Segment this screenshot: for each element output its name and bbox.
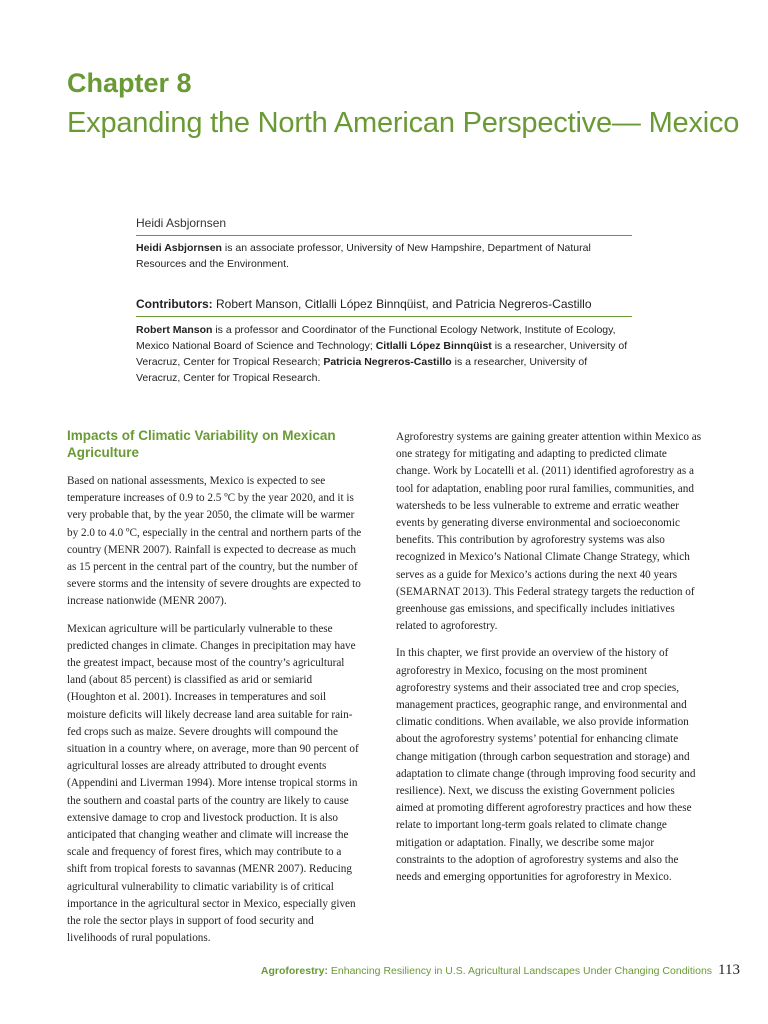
- contributors-label: Contributors:: [136, 297, 213, 311]
- footer-lead: Agroforestry:: [260, 965, 328, 977]
- contributor-3-text: is a researcher, University of Veracruz, Center for Tropical Research.: [136, 356, 588, 384]
- chapter-number: Chapter 8: [67, 68, 192, 98]
- contributor-1-name: Robert Manson: [136, 324, 213, 336]
- author-block: [136, 216, 632, 272]
- body-paragraph: Mexican agriculture will be particularly vulnerable to these predicted changes in climate. Changes in precipitation may have the greatest impact, because most of the country’s agricultural land (about 85 percent) is classified as arid or semiarid (Houghton et al. 2001). Increases in temperatures and soil moisture deficits will likely decrease land area suitable for rain-fed crops such as maize. Severe droughts will compound the situation in a country where, on average, more than 90 percent of agricultural losses are already attributed to drought events (Appendini and Liverman 1994). More intense tropical storms in the southern and coastal parts of the country are likely to cause extensive damage to crop and livestock production. It is also anticipated that changing weather and climate will increase the scale and frequency of forest fires, which may contribute to a shift from tropical forests to savannas (MENR 2007). Reducing agricultural vulnerability to climatic variability is of critical importance in the agricultural sector in Mexico, especially given the role the sector plays in support of food security and livelihoods of rural populations.: [67, 622, 359, 945]
- author-bio-text: is an associate professor, University of New Hampshire, Department of Natural Resources and the Environment.: [136, 242, 591, 270]
- page-number: 113: [718, 962, 740, 978]
- body-paragraph: Based on national assessments, Mexico is expected to see temperature increases of 0.9 to 2.5 ºC by the year 2020, and it is very probable that, by the year 2050, the climate will be warmer by 2.0 to 4.0 ºC, especially in the central and northern parts of the country (MENR 2007). Rainfall is expected to decrease as much as 15 percent in the central part of the country, but the number of severe storms and the intensity of severe droughts are expected to increase nationwide (MENR 2007).: [67, 475, 362, 608]
- contributor-1-text: is a professor and Coordinator of the Functional Ecology Network, Institute of Ecology, Mexico National Board of Science and Technology;: [136, 324, 616, 352]
- contributor-3-name: Patricia Negreros-Castillo: [323, 356, 452, 368]
- section-heading: Impacts of Climatic Variability on Mexican Agriculture: [67, 428, 336, 460]
- page-footer: [200, 962, 740, 979]
- right-column: [396, 429, 702, 896]
- footer-title: Enhancing Resiliency in U.S. Agricultural Landscapes Under Changing Conditions: [327, 965, 713, 977]
- contributors-heading: [136, 297, 632, 317]
- contributors-block: [136, 297, 632, 386]
- contributor-2-text: is a researcher, University of Veracruz, Center for Tropical Research;: [136, 340, 628, 368]
- author-bio-name: Heidi Asbjornsen: [136, 242, 222, 254]
- author-bio: [136, 240, 632, 272]
- chapter-title: Expanding the North American Perspective— Mexico: [67, 107, 740, 139]
- author-name: Heidi Asbjornsen: [136, 216, 632, 236]
- left-column: [67, 427, 363, 957]
- body-paragraph: Agroforestry systems are gaining greater attention within Mexico as one strategy for mitigating and adapting to predicted climate change. Work by Locatelli et al. (2011) identified agroforestry as a tool for adaptation, enabling poor rural families, communities, and watersheds to be less vulnerable to extreme and erratic weather events by generating diverse environmental and socioeconomic benefits. This contribution by agroforestry systems was also recognized in Mexico’s National Climate Change Strategy, which serves as a guide for Mexico’s actions during the next 40 years (SEMARNAT 2013). This Federal strategy targets the reduction of greenhouse gas emissions, and specifically includes initiatives related to agroforestry.: [396, 431, 702, 633]
- contributors-names: Robert Manson, Citlalli López Binnqüist, and Patricia Negreros-Castillo: [212, 297, 592, 311]
- contributor-2-name: Citlalli López Binnqüist: [375, 340, 492, 352]
- body-paragraph: In this chapter, we first provide an overview of the history of agroforestry in Mexico, focusing on the most prominent agroforestry systems and their associated tree and crop species, management practices, geographic range, and environmental and climatic conditions. When available, we also provide information about the agroforestry systems’ potential for enhancing climate change mitigation (through carbon sequestration and storage) and adaptation to climate change (through improving food security and resilience). Next, we discuss the existing Government policies aimed at promoting different agroforestry practices and how these relate to important long-term goals related to climate change mitigation or adaptation. Finally, we describe some major constraints to the adoption of agroforestry systems and also the needs and emerging opportunities for agroforestry in Mexico.: [396, 647, 696, 884]
- contributors-bio: [136, 322, 632, 386]
